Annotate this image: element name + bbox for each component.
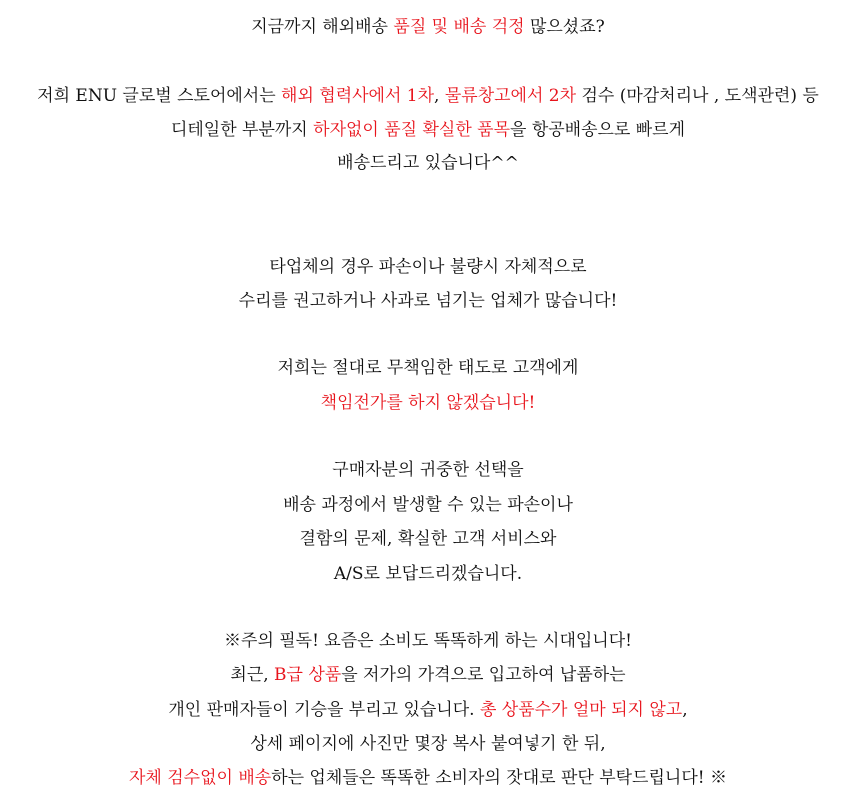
body-text: 배송 과정에서 발생할 수 있는 파손이나 bbox=[283, 495, 573, 515]
body-text: 결함의 문제, 확실한 고객 서비스와 bbox=[299, 529, 557, 549]
text-line bbox=[0, 629, 856, 653]
body-text: , bbox=[434, 86, 445, 106]
body-text: 최근, bbox=[230, 665, 275, 685]
text-line bbox=[0, 255, 856, 279]
text-line bbox=[0, 766, 856, 790]
body-text: 많으셨죠? bbox=[524, 17, 605, 37]
highlighted-text: 물류창고에서 2차 bbox=[444, 86, 577, 106]
text-line bbox=[0, 663, 856, 687]
body-text: 을 저가의 가격으로 입고하여 납품하는 bbox=[341, 665, 626, 685]
body-text: 배송드리고 있습니다^^ bbox=[337, 153, 519, 173]
body-text: 개인 판매자들이 기승을 부리고 있습니다. bbox=[168, 700, 480, 720]
text-line bbox=[0, 118, 856, 142]
body-text: 디테일한 부분까지 bbox=[170, 120, 314, 140]
body-text: A/S로 보답드리겠습니다. bbox=[333, 564, 523, 584]
text-line bbox=[0, 493, 856, 517]
highlighted-text: 총 상품수가 얼마 되지 않고 bbox=[479, 700, 683, 720]
body-text: 타업체의 경우 파손이나 불량시 자체적으로 bbox=[269, 257, 587, 277]
body-text: ※주의 필독! 요즘은 소비도 똑똑하게 하는 시대입니다! bbox=[224, 631, 632, 651]
body-text: 검수 (마감처리나 , 도색관련) 등 bbox=[576, 86, 819, 106]
text-line bbox=[0, 458, 856, 482]
text-line bbox=[0, 698, 856, 722]
body-text: 을 항공배송으로 빠르게 bbox=[510, 120, 686, 140]
body-text: , bbox=[682, 700, 688, 720]
text-line bbox=[0, 84, 856, 108]
text-line bbox=[0, 732, 856, 756]
text-line bbox=[0, 15, 856, 39]
body-text: 하는 업체들은 똑똑한 소비자의 잣대로 판단 부탁드립니다! ※ bbox=[271, 768, 727, 788]
body-text: 수리를 권고하거나 사과로 넘기는 업체가 많습니다! bbox=[238, 291, 618, 311]
body-text: 저희는 절대로 무책임한 태도로 고객에게 bbox=[277, 358, 579, 378]
text-line bbox=[0, 562, 856, 586]
text-line bbox=[0, 356, 856, 380]
highlighted-text: 해외 협력사에서 1차 bbox=[281, 86, 435, 106]
text-line bbox=[0, 391, 856, 415]
highlighted-text: 책임전가를 하지 않겠습니다! bbox=[320, 393, 536, 413]
highlighted-text: 자체 검수없이 배송 bbox=[129, 768, 272, 788]
body-text: 저희 ENU 글로벌 스토어에서는 bbox=[37, 86, 282, 106]
highlighted-text: 품질 및 배송 걱정 bbox=[393, 17, 525, 37]
highlighted-text: 하자없이 품질 확실한 품목 bbox=[313, 120, 510, 140]
text-line bbox=[0, 527, 856, 551]
body-text: 지금까지 해외배송 bbox=[251, 17, 394, 37]
text-line bbox=[0, 151, 856, 175]
body-text: 상세 페이지에 사진만 몇장 복사 붙여넣기 한 뒤, bbox=[250, 734, 606, 754]
highlighted-text: B급 상품 bbox=[274, 665, 342, 685]
text-line bbox=[0, 289, 856, 313]
body-text: 구매자분의 귀중한 선택을 bbox=[332, 460, 524, 480]
